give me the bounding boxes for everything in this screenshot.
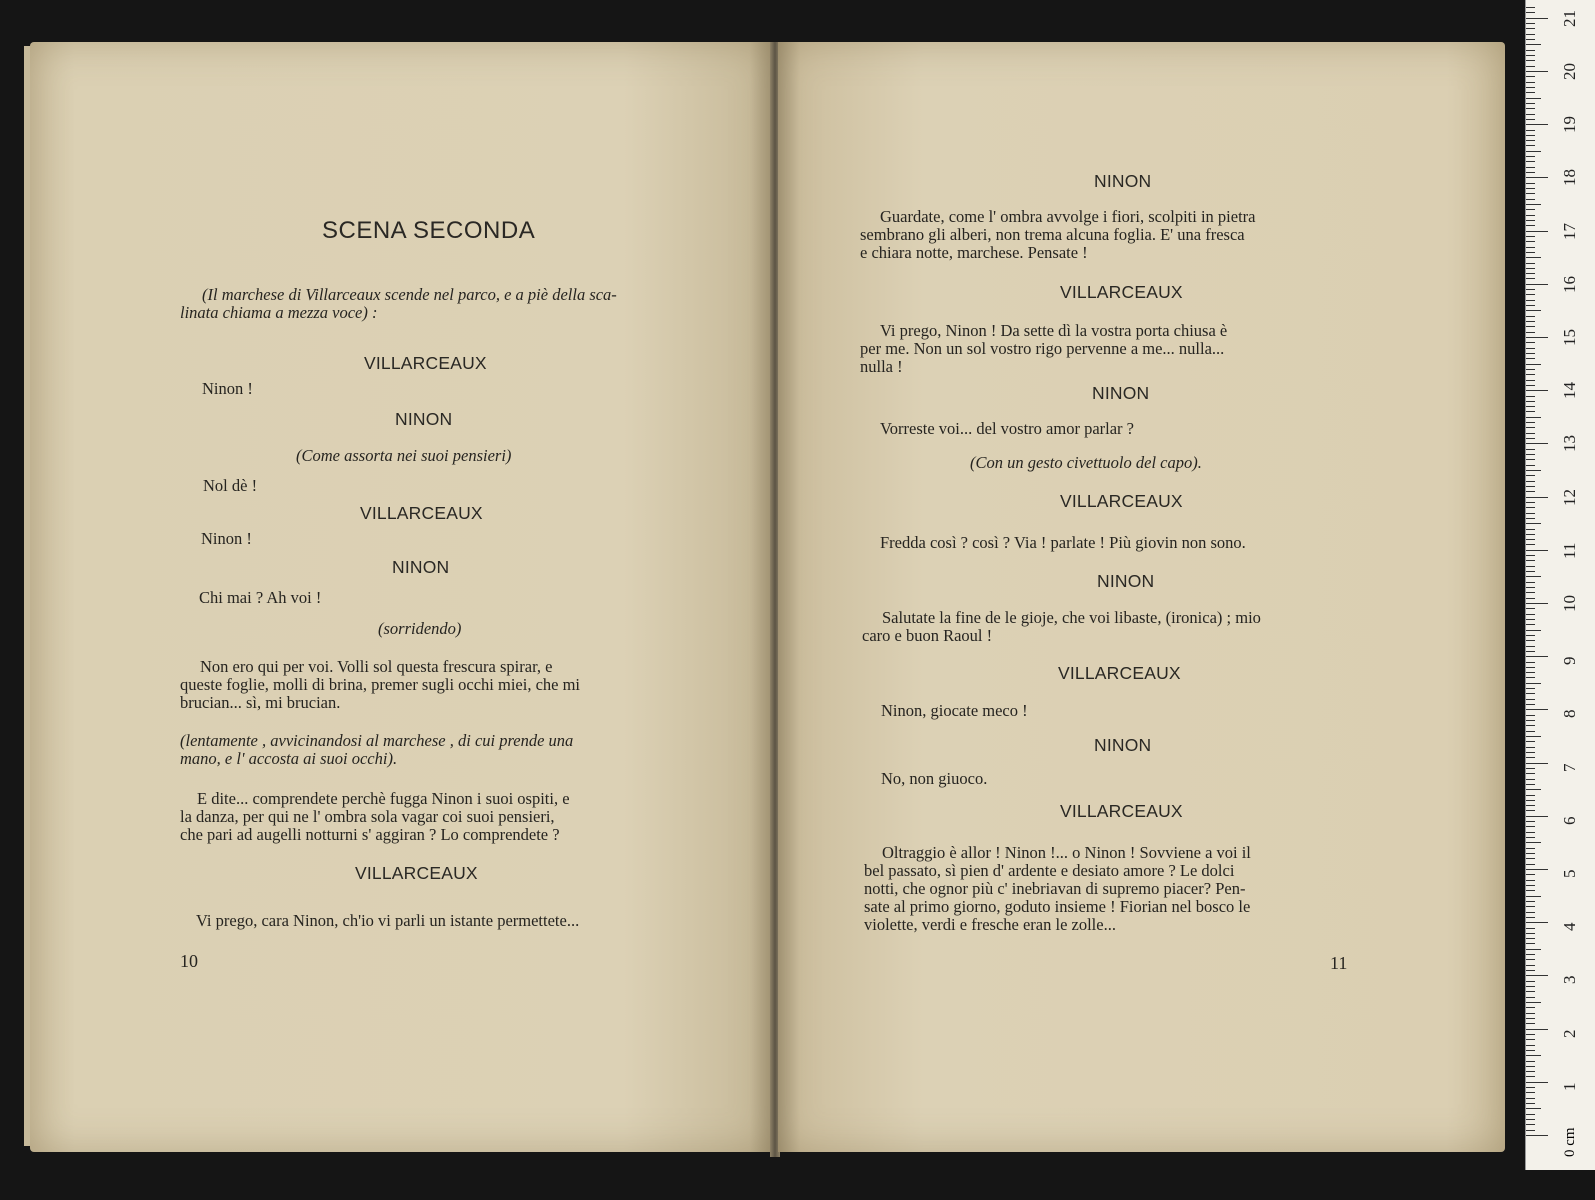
ruler-tick	[1526, 23, 1535, 24]
ruler-tick	[1526, 810, 1535, 811]
ruler-tick	[1526, 1130, 1535, 1131]
ruler-tick	[1526, 172, 1535, 173]
ruler-tick	[1526, 268, 1535, 269]
ruler-tick	[1526, 321, 1535, 322]
ruler-tick	[1526, 369, 1535, 370]
ruler-tick	[1526, 864, 1535, 865]
ruler-tick	[1526, 454, 1535, 455]
ruler-tick	[1526, 773, 1535, 774]
ruler-tick	[1526, 427, 1535, 428]
ruler-tick	[1526, 880, 1535, 881]
ruler-tick	[1526, 374, 1535, 375]
dialogue-line: bel passato, sì pien d' ardente e desiato amore ? Le dolci	[864, 861, 1235, 880]
ruler-tick	[1526, 50, 1535, 51]
ruler-number: 5	[1560, 869, 1579, 878]
ruler-tick	[1526, 928, 1535, 929]
ruler-tick	[1526, 215, 1535, 216]
ruler-tick	[1526, 912, 1535, 913]
ruler-tick	[1526, 757, 1535, 758]
ruler-tick	[1526, 475, 1535, 476]
speaker-name: VILLARCEAUX	[1060, 491, 1183, 511]
ruler-tick	[1526, 709, 1548, 710]
dialogue-line: Nol dè !	[203, 476, 258, 495]
dialogue-line: No, non giuoco.	[881, 769, 988, 788]
ruler-number: 9	[1560, 656, 1579, 666]
ruler-tick	[1526, 869, 1548, 870]
dialogue-line: nulla !	[860, 357, 903, 376]
ruler-tick	[1526, 991, 1535, 992]
ruler-tick	[1526, 114, 1535, 115]
ruler-tick	[1526, 699, 1535, 700]
ruler-tick	[1526, 209, 1535, 210]
dialogue-line: notti, che ognor più c' inebriavan di supremo piacer? Pen-	[864, 879, 1246, 898]
ruler-tick	[1526, 497, 1548, 498]
ruler-tick	[1526, 465, 1535, 466]
ruler-tick	[1526, 906, 1535, 907]
ruler-tick	[1526, 183, 1535, 184]
ruler-tick	[1526, 188, 1535, 189]
dialogue-line: E dite... comprendete perchè fugga Ninon i suoi ospiti, e	[197, 789, 570, 808]
ruler-tick	[1526, 981, 1535, 982]
speaker-name: VILLARCEAUX	[1060, 282, 1183, 302]
ruler-tick	[1526, 406, 1535, 407]
ruler-tick	[1526, 364, 1541, 365]
speaker-name: NINON	[1097, 571, 1155, 591]
ruler-tick	[1526, 741, 1535, 742]
ruler-tick	[1526, 353, 1535, 354]
ruler-tick	[1526, 795, 1535, 796]
page-number: 11	[1330, 953, 1348, 973]
ruler-tick	[1526, 39, 1535, 40]
ruler-number: 21	[1560, 9, 1579, 27]
ruler-tick	[1526, 1119, 1535, 1120]
ruler-tick	[1526, 98, 1541, 99]
ruler-tick	[1526, 816, 1548, 817]
ruler-number: 11	[1560, 542, 1579, 559]
ruler-tick	[1526, 257, 1541, 258]
speaker-name: NINON	[392, 557, 450, 577]
ruler-tick	[1526, 284, 1548, 285]
scene-title: SCENA SECONDA	[322, 217, 536, 244]
dialogue-line: Ninon, giocate meco !	[881, 701, 1028, 720]
ruler-tick	[1526, 832, 1535, 833]
speaker-name: NINON	[1094, 171, 1152, 191]
dialogue-line: Salutate la fine de le gioje, che voi libaste, (ironica) ; mio	[882, 608, 1261, 627]
ruler-tick	[1526, 1124, 1535, 1125]
ruler-tick	[1526, 800, 1535, 801]
ruler-tick	[1526, 789, 1541, 790]
left-page	[30, 42, 772, 1152]
ruler-tick	[1526, 252, 1535, 253]
ruler-tick	[1526, 933, 1535, 934]
stage-direction: (Come assorta nei suoi pensieri)	[296, 446, 512, 465]
ruler-tick	[1526, 677, 1535, 678]
ruler-tick	[1526, 1108, 1541, 1109]
ruler-tick	[1526, 1071, 1535, 1072]
ruler-tick	[1526, 60, 1535, 61]
speaker-name: NINON	[1094, 735, 1152, 755]
ruler-tick	[1526, 885, 1535, 886]
ruler-tick	[1526, 986, 1535, 987]
stage-direction: (sorridendo)	[378, 619, 462, 638]
ruler-tick	[1526, 1114, 1535, 1115]
dialogue-line: Fredda così ? così ? Via ! parlate ! Più giovin non sono.	[880, 533, 1246, 552]
stage-direction: linata chiama a mezza voce) :	[180, 303, 378, 322]
speaker-name: VILLARCEAUX	[1058, 663, 1181, 683]
ruler-tick	[1526, 135, 1535, 136]
dialogue-line: e chiara notte, marchese. Pensate !	[860, 243, 1088, 262]
ruler-tick	[1526, 161, 1535, 162]
ruler-tick	[1526, 263, 1535, 264]
ruler-number: 17	[1560, 222, 1579, 240]
ruler-tick	[1526, 76, 1535, 77]
ruler-tick	[1526, 87, 1535, 88]
ruler-tick	[1526, 837, 1535, 838]
ruler-tick	[1526, 571, 1535, 572]
ruler-tick	[1526, 901, 1535, 902]
ruler-tick	[1526, 779, 1535, 780]
dialogue-line: Guardate, come l' ombra avvolge i fiori, scolpiti in pietra	[880, 207, 1256, 226]
ruler-tick	[1526, 608, 1535, 609]
speaker-name: VILLARCEAUX	[1060, 801, 1183, 821]
ruler-tick	[1526, 204, 1541, 205]
ruler-tick	[1526, 459, 1535, 460]
ruler-tick	[1526, 646, 1535, 647]
ruler-tick	[1526, 529, 1535, 530]
ruler-tick	[1526, 177, 1548, 178]
ruler-tick	[1526, 896, 1541, 897]
ruler-tick	[1526, 193, 1535, 194]
ruler-number: 1	[1560, 1082, 1579, 1091]
ruler-tick	[1526, 1023, 1535, 1024]
ruler-tick	[1526, 747, 1535, 748]
ruler-tick	[1526, 965, 1535, 966]
speaker-name: VILLARCEAUX	[364, 353, 487, 373]
ruler-tick	[1526, 422, 1535, 423]
ruler-tick	[1526, 438, 1535, 439]
ruler-tick	[1526, 858, 1535, 859]
dialogue-line: sate al primo giorno, goduto insieme ! Fiorian nel bosco le	[864, 897, 1251, 916]
ruler-tick	[1526, 518, 1535, 519]
stage-direction: mano, e l' accosta ai suoi occhi).	[180, 749, 398, 768]
ruler-number: 10	[1560, 595, 1579, 612]
dialogue-line: per me. Non un sol vostro rigo pervenne a me... nulla...	[860, 339, 1225, 358]
ruler-number: 3	[1560, 975, 1579, 985]
ruler-tick	[1526, 44, 1541, 45]
ruler-number: 18	[1560, 169, 1579, 187]
ruler-tick	[1526, 145, 1535, 146]
ruler-number: 13	[1560, 435, 1579, 453]
ruler-tick	[1526, 1061, 1535, 1062]
ruler-tick	[1526, 1098, 1535, 1099]
dialogue-line: brucian... sì, mi brucian.	[180, 693, 341, 712]
dialogue-line: Chi mai ? Ah voi !	[199, 588, 322, 607]
ruler-tick	[1526, 1135, 1548, 1136]
ruler-tick	[1526, 220, 1535, 221]
ruler-tick	[1526, 959, 1535, 960]
ruler-number: 2	[1560, 1029, 1579, 1038]
ruler-tick	[1526, 630, 1541, 631]
ruler-number: 16	[1560, 275, 1579, 293]
ruler-tick	[1526, 443, 1548, 444]
ruler-tick	[1526, 151, 1541, 152]
ruler-tick	[1526, 1050, 1535, 1051]
ruler-tick	[1526, 491, 1535, 492]
ruler-tick	[1526, 507, 1535, 508]
ruler-tick	[1526, 922, 1548, 923]
ruler-tick	[1526, 449, 1535, 450]
ruler-tick	[1526, 342, 1535, 343]
dialogue-line: la danza, per qui ne l' ombra sola vagar coi suoi pensieri,	[180, 807, 555, 826]
speaker-name: VILLARCEAUX	[355, 863, 478, 883]
dialogue-line: Ninon !	[201, 529, 252, 548]
ruler-tick	[1526, 614, 1535, 615]
ruler-tick	[1526, 289, 1535, 290]
ruler-tick	[1526, 539, 1535, 540]
ruler-tick	[1526, 316, 1535, 317]
ruler-tick	[1526, 348, 1535, 349]
ruler-tick	[1526, 725, 1535, 726]
ruler-tick	[1526, 555, 1535, 556]
ruler-tick	[1526, 310, 1541, 311]
ruler-tick	[1526, 736, 1541, 737]
ruler-tick	[1526, 997, 1535, 998]
ruler-tick	[1526, 1055, 1541, 1056]
ruler-tick	[1526, 1013, 1535, 1014]
dialogue-line: violette, verdi e fresche eran le zolle...	[864, 915, 1116, 934]
ruler-tick	[1526, 1066, 1535, 1067]
ruler-tick	[1526, 693, 1535, 694]
dialogue-line: Vi prego, cara Ninon, ch'io vi parli un istante permettete...	[196, 911, 580, 930]
ruler-tick	[1526, 763, 1548, 764]
ruler-tick	[1526, 66, 1535, 67]
ruler-tick	[1526, 236, 1535, 237]
ruler-tick	[1526, 619, 1535, 620]
ruler-tick	[1526, 1087, 1535, 1088]
ruler-tick	[1526, 300, 1535, 301]
ruler-tick	[1526, 954, 1535, 955]
ruler-number: 12	[1560, 488, 1579, 506]
ruler-tick	[1526, 784, 1535, 785]
ruler-tick	[1526, 12, 1535, 13]
ruler-tick	[1526, 140, 1535, 141]
ruler-tick	[1526, 7, 1535, 8]
ruler-tick	[1526, 805, 1535, 806]
ruler-tick	[1526, 326, 1535, 327]
ruler-tick	[1526, 662, 1535, 663]
ruler-tick	[1526, 231, 1548, 232]
dialogue-line: che pari ad augelli notturni s' aggiran ? Lo comprendete ?	[180, 825, 560, 844]
ruler-tick	[1526, 486, 1535, 487]
ruler-tick	[1526, 640, 1535, 641]
dialogue-line: Vi prego, Ninon ! Da sette dì la vostra porta chiusa è	[880, 321, 1228, 340]
ruler-tick	[1526, 167, 1535, 168]
ruler-tick	[1526, 156, 1535, 157]
ruler-tick	[1526, 433, 1535, 434]
ruler-number: 20	[1560, 63, 1579, 80]
ruler-tick	[1526, 1018, 1535, 1019]
ruler-number: 19	[1560, 116, 1579, 134]
ruler-tick	[1526, 635, 1535, 636]
ruler-tick	[1526, 720, 1535, 721]
ruler-tick	[1526, 566, 1535, 567]
ruler-tick	[1526, 71, 1548, 72]
ruler-tick	[1526, 598, 1535, 599]
right-page	[778, 42, 1505, 1152]
ruler-tick	[1526, 108, 1535, 109]
ruler-tick	[1526, 704, 1535, 705]
ruler-number: 7	[1560, 763, 1579, 772]
dialogue-line: Oltraggio è allor ! Ninon !... o Ninon ! Sovviene a voi il	[882, 843, 1251, 862]
ruler-tick	[1526, 592, 1535, 593]
ruler-tick	[1526, 890, 1535, 891]
ruler-tick	[1526, 1039, 1535, 1040]
ruler-tick	[1526, 768, 1535, 769]
ruler-tick	[1526, 688, 1535, 689]
ruler-tick	[1526, 1082, 1548, 1083]
ruler-tick	[1526, 752, 1535, 753]
ruler-tick	[1526, 401, 1535, 402]
measuring-ruler	[1525, 0, 1595, 1170]
ruler-tick	[1526, 34, 1535, 35]
ruler-tick	[1526, 544, 1535, 545]
ruler-tick	[1526, 576, 1541, 577]
ruler-tick	[1526, 337, 1548, 338]
ruler-tick	[1526, 411, 1535, 412]
ruler-tick	[1526, 278, 1535, 279]
ruler-tick	[1526, 396, 1535, 397]
page-number: 10	[180, 951, 198, 971]
ruler-tick	[1526, 587, 1535, 588]
ruler-tick	[1526, 380, 1535, 381]
ruler-tick	[1526, 1034, 1535, 1035]
ruler-tick	[1526, 683, 1541, 684]
ruler-tick	[1526, 82, 1535, 83]
dialogue-line: Vorreste voi... del vostro amor parlar ?	[880, 419, 1134, 438]
ruler-tick	[1526, 842, 1541, 843]
ruler-tick	[1526, 1029, 1548, 1030]
ruler-tick	[1526, 848, 1535, 849]
ruler-tick	[1526, 502, 1535, 503]
ruler-tick	[1526, 943, 1535, 944]
ruler-number: 15	[1560, 329, 1579, 346]
ruler-tick	[1526, 534, 1535, 535]
ruler-tick	[1526, 385, 1535, 386]
ruler-number: 6	[1560, 816, 1579, 825]
ruler-tick	[1526, 390, 1548, 391]
ruler-tick	[1526, 874, 1535, 875]
ruler-tick	[1526, 550, 1548, 551]
ruler-tick	[1526, 513, 1535, 514]
speaker-name: VILLARCEAUX	[360, 503, 483, 523]
ruler-tick	[1526, 560, 1535, 561]
ruler-tick	[1526, 332, 1535, 333]
ruler-number: 14	[1560, 382, 1579, 400]
ruler-tick	[1526, 1092, 1535, 1093]
ruler-tick	[1526, 199, 1535, 200]
open-booklet	[30, 42, 1505, 1160]
ruler-unit-label: 0 cm	[1562, 1127, 1578, 1157]
ruler-tick	[1526, 18, 1548, 19]
ruler-tick	[1526, 470, 1541, 471]
stage-direction: (lentamente , avvicinandosi al marchese , di cui prende una	[180, 731, 574, 750]
ruler-tick	[1526, 1103, 1535, 1104]
ruler-tick	[1526, 28, 1535, 29]
ruler-tick	[1526, 241, 1535, 242]
ruler-tick	[1526, 975, 1548, 976]
ruler-tick	[1526, 651, 1535, 652]
ruler-tick	[1526, 826, 1535, 827]
ruler-tick	[1526, 970, 1535, 971]
ruler-tick	[1526, 582, 1535, 583]
ruler-tick	[1526, 656, 1548, 657]
ruler-tick	[1526, 853, 1535, 854]
ruler-number: 8	[1560, 709, 1579, 719]
ruler-tick	[1526, 949, 1541, 950]
ruler-tick	[1526, 917, 1535, 918]
ruler-tick	[1526, 603, 1548, 604]
stage-direction: (Con un gesto civettuolo del capo).	[970, 453, 1202, 472]
ruler-tick	[1526, 55, 1535, 56]
dialogue-line: Ninon !	[202, 379, 253, 398]
ruler-tick	[1526, 624, 1535, 625]
ruler-tick	[1526, 481, 1535, 482]
stage-direction: (Il marchese di Villarceaux scende nel parco, e a piè della sca-	[202, 285, 617, 304]
ruler-tick	[1526, 672, 1535, 673]
ruler-tick	[1526, 92, 1535, 93]
ruler-tick	[1526, 1007, 1535, 1008]
ruler-tick	[1526, 715, 1535, 716]
speaker-name: NINON	[395, 409, 453, 429]
ruler-tick	[1526, 358, 1535, 359]
ruler-tick	[1526, 103, 1535, 104]
ruler-number: 4	[1560, 922, 1579, 932]
ruler-tick	[1526, 417, 1541, 418]
ruler-tick	[1526, 938, 1535, 939]
ruler-tick	[1526, 294, 1535, 295]
ruler-tick	[1526, 305, 1535, 306]
speaker-name: NINON	[1092, 383, 1150, 403]
dialogue-line: caro e buon Raoul !	[862, 626, 993, 645]
ruler-tick	[1526, 273, 1535, 274]
ruler-tick	[1526, 1076, 1535, 1077]
ruler-tick	[1526, 523, 1541, 524]
dialogue-line: sembrano gli alberi, non trema alcuna foglia. E' una fresca	[860, 225, 1245, 244]
ruler-tick	[1526, 1002, 1541, 1003]
dialogue-line: Non ero qui per voi. Volli sol questa frescura spirar, e	[200, 657, 553, 676]
ruler-tick	[1526, 225, 1535, 226]
ruler-tick	[1526, 667, 1535, 668]
ruler-tick	[1526, 130, 1535, 131]
dialogue-line: queste foglie, molli di brina, premer sugli occhi miei, che mi	[180, 675, 581, 694]
ruler-tick	[1526, 119, 1535, 120]
ruler-tick	[1526, 124, 1548, 125]
ruler-tick	[1526, 247, 1535, 248]
ruler-tick	[1526, 731, 1535, 732]
ruler-tick	[1526, 1045, 1535, 1046]
ruler-tick	[1526, 821, 1535, 822]
